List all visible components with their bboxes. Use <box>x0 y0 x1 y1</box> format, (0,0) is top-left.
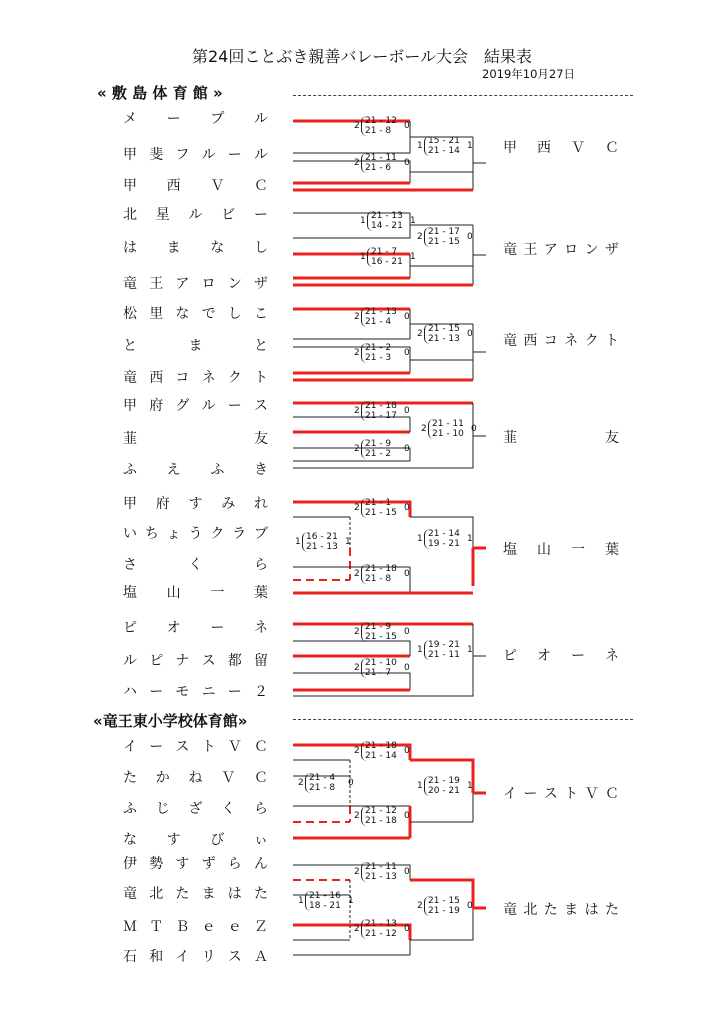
match-score <box>417 324 479 344</box>
team-name: 伊 勢 す ず ら ん <box>123 856 268 872</box>
match-score <box>354 343 416 363</box>
set-1-score: 21 - 11 <box>365 862 397 872</box>
set-1-score: 21 - 12 <box>365 116 397 126</box>
sets-won-left: 2 <box>354 924 360 934</box>
team-name: ふ じ ざ く ら <box>123 801 268 817</box>
sets-won-right: 1 <box>467 645 473 655</box>
match-score <box>354 741 416 761</box>
sets-won-right: 0 <box>404 158 410 168</box>
sets-won-left: 2 <box>354 406 360 416</box>
sets-won-left: 2 <box>354 867 360 877</box>
match-score <box>417 529 479 549</box>
team-name: 甲 斐 フ ル ー ル <box>123 147 268 163</box>
sets-won-right: 0 <box>404 312 410 322</box>
sets-won-right: 0 <box>404 924 410 934</box>
team-name: ピ オ ー ネ <box>123 620 268 636</box>
set-1-score: 21 - 11 <box>432 419 464 429</box>
set-1-score: 16 - 21 <box>306 532 338 542</box>
bracket-line <box>293 641 410 656</box>
sets-won-left: 1 <box>417 534 423 544</box>
match-score <box>354 658 416 678</box>
match-score <box>354 498 416 518</box>
team-name: 石 和 イ リ ス Ａ <box>123 949 268 965</box>
team-name: 塩 山 一 葉 <box>123 585 268 601</box>
sets-won-right: 1 <box>467 141 473 151</box>
set-1-score: 21 - 19 <box>428 776 460 786</box>
sets-won-left: 1 <box>295 537 301 547</box>
match-score <box>360 211 422 231</box>
set-2-score: 21 - 13 <box>306 542 338 552</box>
match-score <box>298 891 360 911</box>
match-score <box>354 564 416 584</box>
set-2-score: 14 - 21 <box>371 221 403 231</box>
match-score <box>417 896 479 916</box>
set-2-score: 21 - 15 <box>428 237 460 247</box>
set-2-score: 21 - 2 <box>365 449 392 459</box>
set-2-score: 21 - 6 <box>365 163 392 173</box>
set-2-score: 21 - 14 <box>365 751 397 761</box>
set-1-score: 21 - 16 <box>309 891 341 901</box>
match-score <box>354 116 416 136</box>
set-2-score: 21 - 8 <box>365 126 392 136</box>
team-name: メ ー プ ル <box>123 111 268 127</box>
sets-won-right: 1 <box>345 537 351 547</box>
match-score <box>417 776 479 796</box>
set-1-score: 21 - 11 <box>365 153 397 163</box>
sets-won-left: 2 <box>354 811 360 821</box>
set-1-score: 19 - 21 <box>428 640 460 650</box>
set-2-score: 21 - 17 <box>365 411 397 421</box>
team-name: ハ ー モ ニ ー ２ <box>123 684 268 700</box>
match-score <box>298 773 360 793</box>
set-2-score: 21 - 15 <box>365 508 397 518</box>
set-2-score: 21 - 7 <box>365 668 392 678</box>
sets-won-right: 0 <box>404 121 410 131</box>
set-2-score: 20 - 21 <box>428 786 460 796</box>
sets-won-right: 1 <box>467 534 473 544</box>
set-2-score: 16 - 21 <box>371 257 403 267</box>
sets-won-right: 0 <box>467 329 473 339</box>
event-date: 2019年10月27日 <box>482 67 576 81</box>
team-name: 韮 友 <box>123 431 268 447</box>
sets-won-left: 2 <box>354 503 360 513</box>
set-2-score: 21 - 13 <box>365 872 397 882</box>
team-name: 竜 西 コ ネ ク ト <box>123 370 268 386</box>
match-score <box>421 419 483 439</box>
set-1-score: 21 - 18 <box>365 741 397 751</box>
set-2-score: 21 - 19 <box>428 906 460 916</box>
sets-won-right: 0 <box>404 406 410 416</box>
team-name: 竜 王 ア ロ ン ザ <box>123 276 268 292</box>
match-score <box>417 227 479 247</box>
sets-won-left: 2 <box>417 329 423 339</box>
sets-won-right: 0 <box>404 867 410 877</box>
winner-name: 甲 西 Ｖ Ｃ <box>503 140 619 156</box>
team-name: Ｍ Ｔ Ｂ ｅ ｅ Ｚ <box>123 919 268 935</box>
team-name: と ま と <box>123 338 268 354</box>
sets-won-left: 2 <box>417 901 423 911</box>
sets-won-right: 0 <box>348 778 354 788</box>
sets-won-right: 0 <box>471 424 477 434</box>
set-2-score: 21 - 8 <box>365 574 392 584</box>
sets-won-right: 1 <box>410 216 416 226</box>
sets-won-left: 1 <box>298 896 304 906</box>
sets-won-right: 0 <box>404 444 410 454</box>
sets-won-right: 0 <box>404 569 410 579</box>
sets-won-left: 2 <box>354 627 360 637</box>
venue-heading-ryuohigashi: «竜王東小学校体育館» <box>93 712 248 730</box>
sets-won-left: 1 <box>417 141 423 151</box>
sets-won-right: 1 <box>348 896 354 906</box>
sets-won-left: 2 <box>421 424 427 434</box>
bracket-line <box>410 517 473 586</box>
team-name: な す び ぃ <box>123 832 268 848</box>
set-1-score: 21 - 15 <box>428 324 460 334</box>
set-2-score: 21 - 10 <box>432 429 464 439</box>
team-name: 甲 府 グ ル ー ス <box>123 398 268 414</box>
set-1-score: 21 - 13 <box>371 211 403 221</box>
match-score <box>354 622 416 642</box>
team-name: 甲 西 Ｖ Ｃ <box>123 178 268 194</box>
set-2-score: 21 - 13 <box>428 334 460 344</box>
team-name: ふ え ふ き <box>123 462 268 478</box>
set-2-score: 21 - 18 <box>365 816 397 826</box>
set-1-score: 21 - 12 <box>365 806 397 816</box>
sets-won-left: 1 <box>417 781 423 791</box>
winner-name: イ ー ス ト Ｖ Ｃ <box>503 786 619 802</box>
sets-won-left: 1 <box>360 216 366 226</box>
set-1-score: 21 - 1 <box>365 498 392 508</box>
set-1-score: 21 - 14 <box>428 529 460 539</box>
set-1-score: 21 - 9 <box>365 439 392 449</box>
set-1-score: 21 - 17 <box>428 227 460 237</box>
sets-won-left: 1 <box>417 645 423 655</box>
team-name: は ま な し <box>123 240 268 256</box>
match-score <box>417 640 479 660</box>
sets-won-left: 2 <box>298 778 304 788</box>
team-name: 北 星 ル ビ ー <box>123 207 268 223</box>
set-1-score: 21 - 10 <box>365 658 397 668</box>
winner-name: ピ オ ー ネ <box>503 648 619 664</box>
set-2-score: 21 - 8 <box>309 783 336 793</box>
sets-won-left: 2 <box>354 663 360 673</box>
set-1-score: 21 - 18 <box>365 564 397 574</box>
match-score <box>417 136 479 156</box>
team-name: 甲 府 す み れ <box>123 496 268 512</box>
sets-won-left: 2 <box>354 348 360 358</box>
set-1-score: 21 - 2 <box>365 343 392 353</box>
match-score <box>354 153 416 173</box>
winner-name: 竜 王 ア ロ ン ザ <box>503 242 619 258</box>
set-1-score: 21 - 18 <box>365 401 397 411</box>
winner-name: 韮 友 <box>503 430 619 446</box>
sets-won-right: 0 <box>404 348 410 358</box>
team-name: た か ね Ｖ Ｃ <box>123 770 268 786</box>
team-name: さ く ら <box>123 557 268 573</box>
set-2-score: 21 - 15 <box>365 632 397 642</box>
match-score <box>354 862 416 882</box>
set-2-score: 21 - 3 <box>365 353 392 363</box>
set-2-score: 21 - 4 <box>365 317 392 327</box>
sets-won-left: 2 <box>354 312 360 322</box>
sets-won-right: 0 <box>404 663 410 673</box>
set-2-score: 21 - 14 <box>428 146 460 156</box>
set-1-score: 21 - 7 <box>371 247 398 257</box>
set-2-score: 19 - 21 <box>428 539 460 549</box>
sets-won-right: 0 <box>467 901 473 911</box>
sets-won-right: 0 <box>404 746 410 756</box>
venue-heading-shikishima: « 敷 島 体 育 館 » <box>97 84 223 102</box>
set-1-score: 21 - 13 <box>365 919 397 929</box>
sets-won-right: 0 <box>404 627 410 637</box>
sets-won-right: 0 <box>404 503 410 513</box>
match-score <box>360 247 422 267</box>
team-name: い ち ょ う ク ラ ブ <box>123 526 268 542</box>
match-score <box>354 307 416 327</box>
team-name: イ ー ス ト Ｖ Ｃ <box>123 739 268 755</box>
set-2-score: 21 - 12 <box>365 929 397 939</box>
bracket-line <box>293 940 410 955</box>
sets-won-left: 1 <box>360 252 366 262</box>
sets-won-left: 2 <box>354 569 360 579</box>
winner-name: 竜 西 コ ネ ク ト <box>503 333 619 349</box>
set-1-score: 21 - 4 <box>309 773 336 783</box>
sets-won-right: 0 <box>404 811 410 821</box>
set-2-score: 18 - 21 <box>309 901 341 911</box>
sets-won-left: 2 <box>354 746 360 756</box>
match-score <box>354 806 416 826</box>
sets-won-right: 1 <box>410 252 416 262</box>
team-name: ル ピ ナ ス 都 留 <box>123 653 268 669</box>
sets-won-left: 2 <box>417 232 423 242</box>
sets-won-left: 2 <box>354 121 360 131</box>
set-1-score: 15 - 21 <box>428 136 460 146</box>
set-1-score: 21 - 13 <box>365 307 397 317</box>
sets-won-left: 2 <box>354 158 360 168</box>
team-name: 松 里 な で し こ <box>123 306 268 322</box>
set-1-score: 21 - 9 <box>365 622 392 632</box>
team-name: 竜 北 た ま は た <box>123 886 268 902</box>
set-2-score: 21 - 11 <box>428 650 460 660</box>
sets-won-left: 2 <box>354 444 360 454</box>
match-score <box>354 439 416 459</box>
page-title: 第24回ことぶき親善バレーボール大会 結果表 <box>191 47 533 66</box>
match-score <box>354 401 416 421</box>
sets-won-right: 1 <box>467 781 473 791</box>
winner-name: 塩 山 一 葉 <box>503 542 619 558</box>
match-score <box>354 919 416 939</box>
match-score <box>295 532 357 552</box>
sets-won-right: 0 <box>467 232 473 242</box>
winner-name: 竜 北 た ま は た <box>503 902 619 918</box>
set-1-score: 21 - 15 <box>428 896 460 906</box>
